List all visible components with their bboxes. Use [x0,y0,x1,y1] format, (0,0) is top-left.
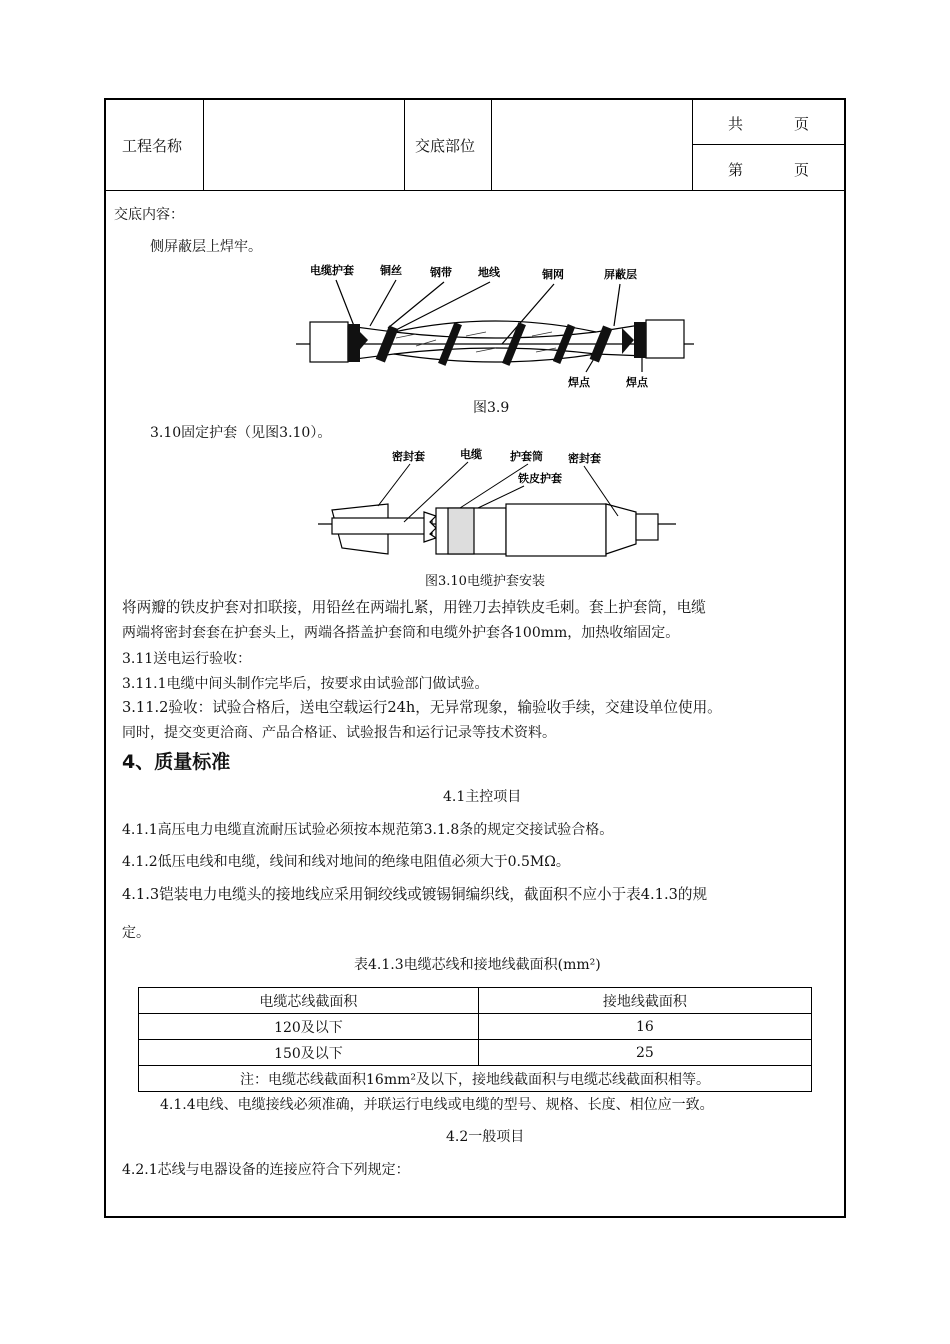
item-4-1-2: 4.1.2低压电线和电缆，线间和线对地间的绝缘电阻值必须大于0.5MΩ。 [122,854,570,870]
total-pages-unit: 页 [794,115,810,133]
label-weld-point-2: 焊点 [626,376,648,389]
section-4-2-title: 4.2一般项目 [446,1129,525,1145]
figure-3-9-caption: 图3.9 [473,400,510,416]
location-label: 交底部位 [415,137,476,155]
page-number-label: 第 [728,161,744,179]
figure-3-10-caption: 图3.10电缆护套安装 [425,574,545,589]
table-row [139,1040,812,1066]
paragraph-3-11-2-line1: 3.11.2验收：试验合格后，送电空载运行24h，无异常现象，输验收手续，交建设单位使用。 [122,699,722,716]
table-header-cell: 接地线截面积 [478,988,811,1014]
table-note-row [139,1066,812,1092]
table-header-cell: 电缆芯线截面积 [139,988,479,1014]
label-steel-band: 钢带 [430,266,452,279]
paragraph-3-11: 3.11送电运行验收： [122,651,252,667]
content-label: 交底内容： [114,207,184,223]
item-4-2-1: 4.2.1芯线与电器设备的连接应符合下列规定： [122,1162,410,1178]
paragraph-3-10-body-2: 两端将密封套套在护套头上，两端各搭盖护套筒和电缆外护套各100mm，加热收缩固定。 [122,625,680,641]
paragraph-3-11-1: 3.11.1电缆中间头制作完毕后，按要求由试验部门做试验。 [122,676,489,692]
label-copper-mesh: 铜网 [542,268,564,281]
table-header-row [139,988,812,1014]
page-cell-divider [692,144,845,145]
table-note: 注：电缆芯线截面积16mm²及以下，接地线截面积与电缆芯线截面积相等。 [139,1066,812,1092]
total-pages-label: 共 [728,115,744,133]
paragraph-3-10-body-1: 将两瓣的铁皮护套对扣联接，用铅丝在两端扎紧，用锉刀去掉铁皮毛刺。套上护套筒，电缆 [122,599,706,616]
project-name-label: 工程名称 [122,137,183,155]
label-iron-sheath: 铁皮护套 [518,472,562,485]
page-number-unit: 页 [794,161,810,179]
label-copper-wire: 铜丝 [380,264,402,277]
label-seal-left: 密封套 [392,450,425,463]
paragraph-3-10: 3.10固定护套（见图3.10）。 [150,425,332,441]
table-caption: 表4.1.3电缆芯线和接地线截面积(mm²) [354,957,601,973]
label-seal-right: 密封套 [568,452,601,465]
paragraph-3-11-2-line2: 同时，提交变更洽商、产品合格证、试验报告和运行记录等技术资料。 [122,725,556,741]
table-cell: 120及以下 [139,1014,479,1040]
header-col-line-3 [491,99,492,191]
label-cable: 电缆 [460,448,482,461]
section-4-1-title: 4.1主控项目 [443,789,522,805]
table-cell: 150及以下 [139,1040,479,1066]
table-cell: 25 [478,1040,811,1066]
label-sheath-tube: 护套筒 [510,450,543,463]
label-weld-point-1: 焊点 [568,376,590,389]
item-4-1-1: 4.1.1高压电力电缆直流耐压试验必须按本规范第3.1.8条的规定交接试验合格。 [122,822,614,838]
item-4-1-4: 4.1.4电线、电缆接线必须准确，并联运行电线或电缆的型号、规格、长度、相位应一致。 [160,1097,714,1113]
header-divider [105,190,845,191]
figure-3-10-sheath-install [318,446,678,570]
table-cell: 16 [478,1014,811,1040]
header-col-line-1 [203,99,204,191]
section-4-title: 4、质量标准 [122,751,231,773]
header-col-line-2 [404,99,405,191]
label-ground-wire: 地线 [478,266,500,279]
figure-3-9-cable-joint [296,262,696,392]
ground-wire-table [138,987,812,1092]
label-shield-layer: 屏蔽层 [604,268,637,281]
table-row [139,1014,812,1040]
item-4-1-3-line2: 定。 [122,925,150,941]
header-col-line-4 [692,99,693,191]
label-cable-sheath: 电缆护套 [310,264,354,277]
item-4-1-3-line1: 4.1.3铠装电力电缆头的接地线应采用铜绞线或镀锡铜编织线，截面积不应小于表4.1.3的规 [122,886,708,903]
paragraph-weld: 侧屏蔽层上焊牢。 [150,239,262,255]
